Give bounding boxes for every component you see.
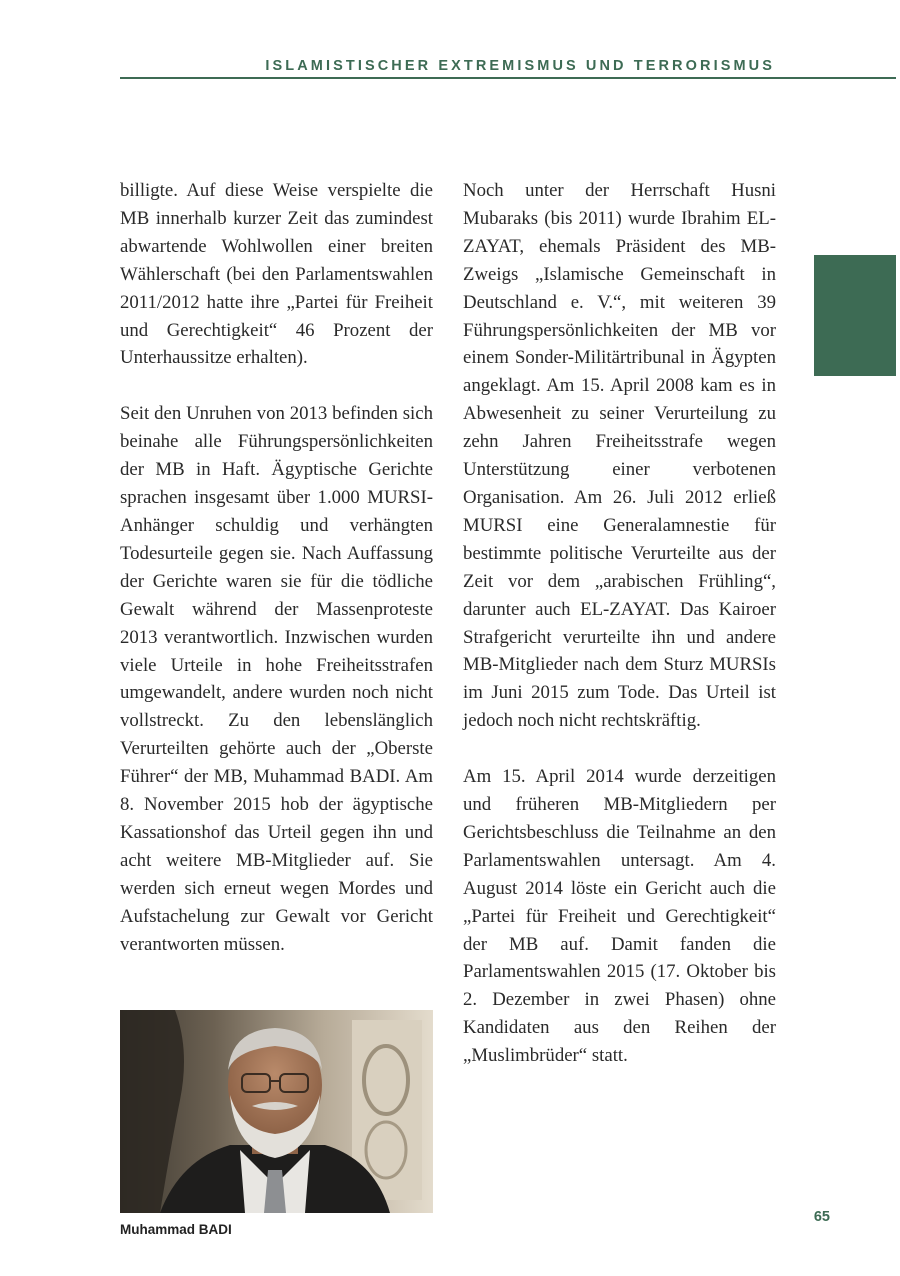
running-header: ISLAMISTISCHER EXTREMISMUS UND TERRORISMUS [265, 58, 775, 74]
left-paragraph-2: Seit den Unruhen von 2013 befinden sich beinahe alle Führungspersönlichkeiten der MB in Haft. Ägyptische Gerichte sprachen insgesamt über 1.000 MURSI-Anhänger schuldig und verhängten Todesurteile gegen sie. Nach Auffassung der Gerichte waren sie für die tödliche Gewalt während der Massenproteste 2013 verantwortlich. Inzwischen wurden viele Urteile in hohe Freiheitsstrafen umgewandelt, andere wurden noch nicht vollstreckt. Zu den lebenslänglich Verurteilten gehörte auch der „Oberste Führer“ der MB, Muhammad BADI. Am 8. November 2015 hob der ägyptische Kassationshof das Urteil gegen ihn und acht weitere MB-Mitglieder auf. Sie werden sich erneut wegen Mordes und Aufstachelung zur Gewalt vor Gericht verantworten müssen. [120, 403, 433, 955]
right-paragraph-2: Am 15. April 2014 wurde derzeitigen und früheren MB-Mitgliedern per Gerichtsbeschluss die Teilnahme an den Parlamentswahlen untersagt. Am 4. August 2014 löste ein Gericht auch die „Partei für Freiheit und Gerechtigkeit“ der MB auf. Damit fanden die Parlamentswahlen 2015 (17. Oktober bis 2. Dezember in zwei Phasen) ohne Kandidaten aus den Reihen der „Muslimbrüder“ statt. [463, 766, 776, 1067]
right-paragraph-1: Noch unter der Herrschaft Husni Mubaraks (bis 2011) wurde Ibrahim EL-ZAYAT, ehemals Präsident des MB-Zweigs „Islamische Gemeinschaft in Deutschland e. V.“, mit weiteren 39 Führungspersönlichkeiten der MB vor einem Sonder-Militärtribunal in Ägypten angeklagt. Am 15. April 2008 kam es in Abwesenheit zu seiner Verurteilung zu zehn Jahren Freiheitsstrafe wegen Unterstützung einer verbotenen Organisation. Am 26. Juli 2012 erließ MURSI eine Generalamnestie für bestimmte politische Verurteilte aus der Zeit vor dem „arabischen Frühling“, darunter auch EL-ZAYAT. Das Kairoer Strafgericht verurteilte ihn und andere MB-Mitglieder nach dem Sturz MURSIs im Juni 2015 zum Tode. Das Urteil ist jedoch noch nicht rechtskräftig. [463, 180, 776, 732]
right-text-column [463, 177, 776, 1070]
page-number: 65 [813, 1209, 830, 1225]
header-rule [120, 77, 896, 79]
left-text-column [120, 177, 433, 958]
portrait-photo [120, 1010, 433, 1213]
photo-caption: Muhammad BADI [120, 1222, 232, 1237]
chapter-tab-marker [814, 255, 896, 376]
left-paragraph-1: billigte. Auf diese Weise verspielte die MB innerhalb kurzer Zeit das zumindest abwartende Wohlwollen einer breiten Wählerschaft (bei den Parlamentswahlen 2011/2012 hatte ihre „Partei für Freiheit und Gerechtigkeit“ 46 Prozent der Unterhaussitze erhalten). [120, 180, 433, 369]
